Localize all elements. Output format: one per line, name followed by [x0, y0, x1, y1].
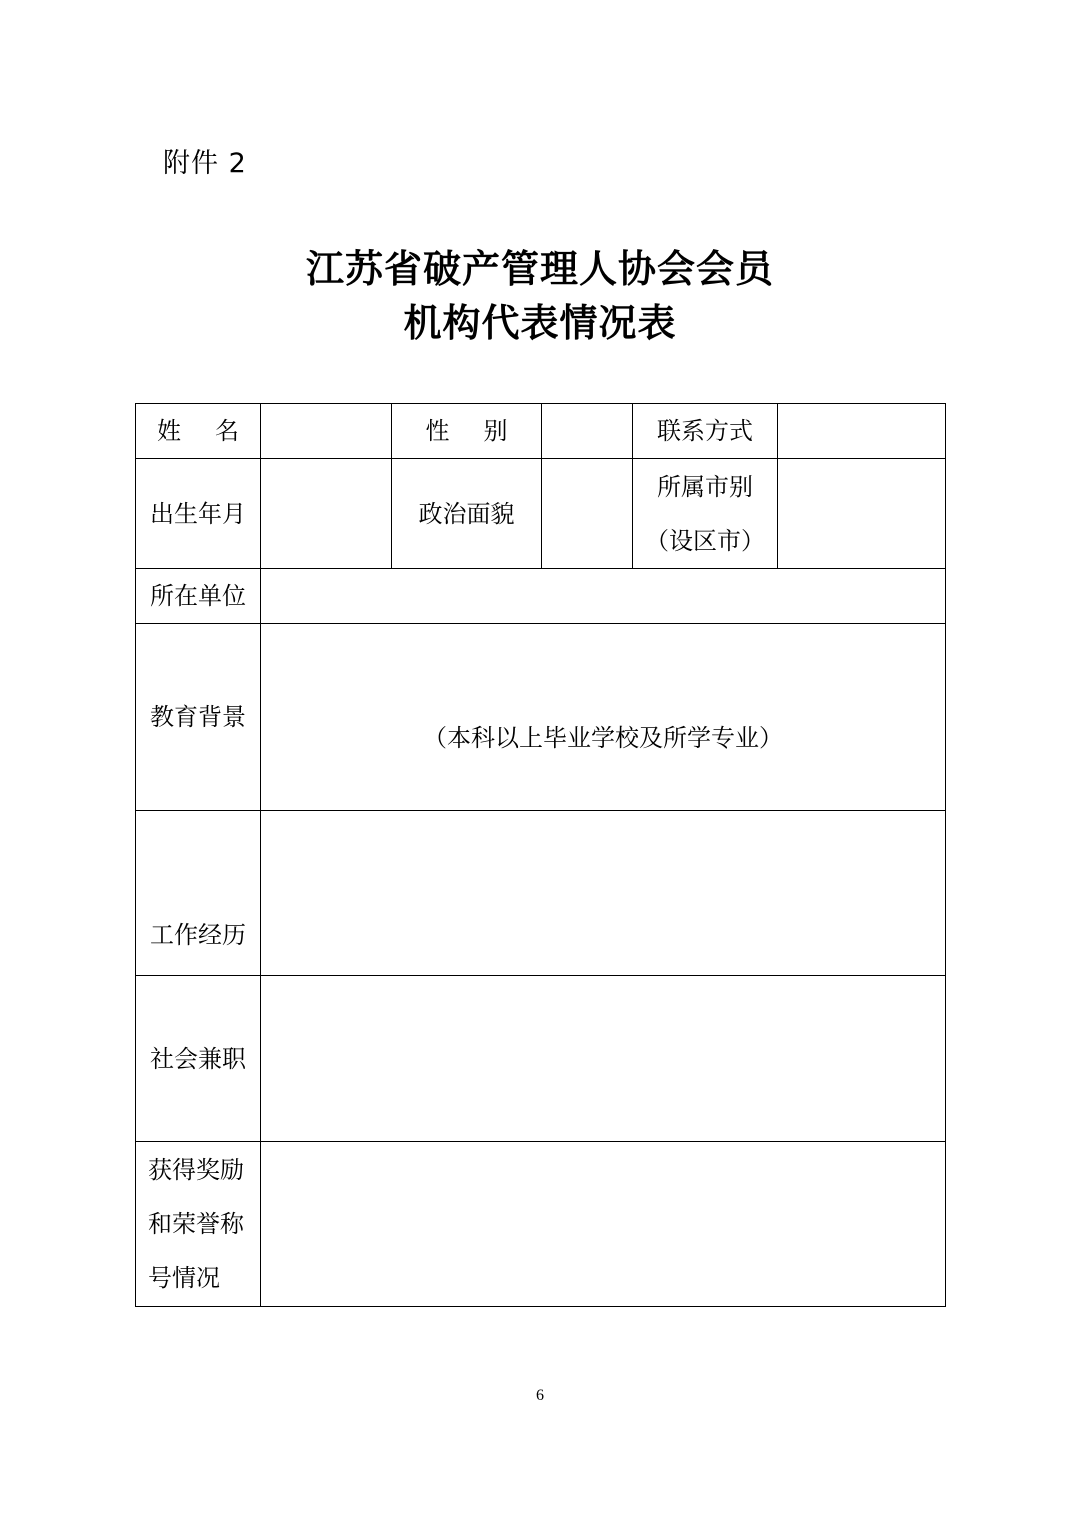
political-field[interactable]	[542, 459, 633, 569]
row-education	[136, 624, 946, 811]
city-label-line1: 所属市别	[657, 472, 753, 501]
gender-field[interactable]	[542, 404, 633, 459]
row-awards	[136, 1142, 946, 1307]
awards-field[interactable]	[261, 1142, 946, 1307]
work-label-text: 工作经历	[150, 921, 246, 949]
row-work	[136, 811, 946, 976]
row-name-gender-contact	[136, 404, 946, 459]
form-title-line1: 江苏省破产管理人协会会员	[305, 246, 774, 291]
city-label	[633, 459, 778, 569]
social-label: 社会兼职	[136, 976, 261, 1142]
gender-label: 性 别	[392, 404, 542, 459]
education-hint: （本科以上毕业学校及所学专业）	[423, 724, 783, 752]
employer-field[interactable]	[261, 569, 946, 624]
name-label: 姓 名	[136, 404, 261, 459]
education-field[interactable]	[261, 624, 946, 811]
awards-label: 获得奖励和荣誉称号情况	[136, 1142, 261, 1307]
employer-label: 所在单位	[136, 569, 261, 624]
birth-label: 出生年月	[136, 459, 261, 569]
city-label-line2: （设区市）	[645, 526, 765, 555]
social-field[interactable]	[261, 976, 946, 1142]
representative-info-table	[135, 403, 946, 1307]
contact-label: 联系方式	[633, 404, 778, 459]
page-number: 6	[536, 1387, 544, 1404]
political-label: 政治面貌	[392, 459, 542, 569]
contact-field[interactable]	[778, 404, 946, 459]
row-social	[136, 976, 946, 1142]
row-birth-political-city	[136, 459, 946, 569]
row-employer	[136, 569, 946, 624]
name-field[interactable]	[261, 404, 392, 459]
work-label	[136, 811, 261, 976]
education-label: 教育背景	[136, 624, 261, 811]
city-field[interactable]	[778, 459, 946, 569]
work-field[interactable]	[261, 811, 946, 976]
attachment-label: 附件 2	[163, 148, 247, 179]
birth-field[interactable]	[261, 459, 392, 569]
form-title-line2: 机构代表情况表	[403, 300, 677, 345]
